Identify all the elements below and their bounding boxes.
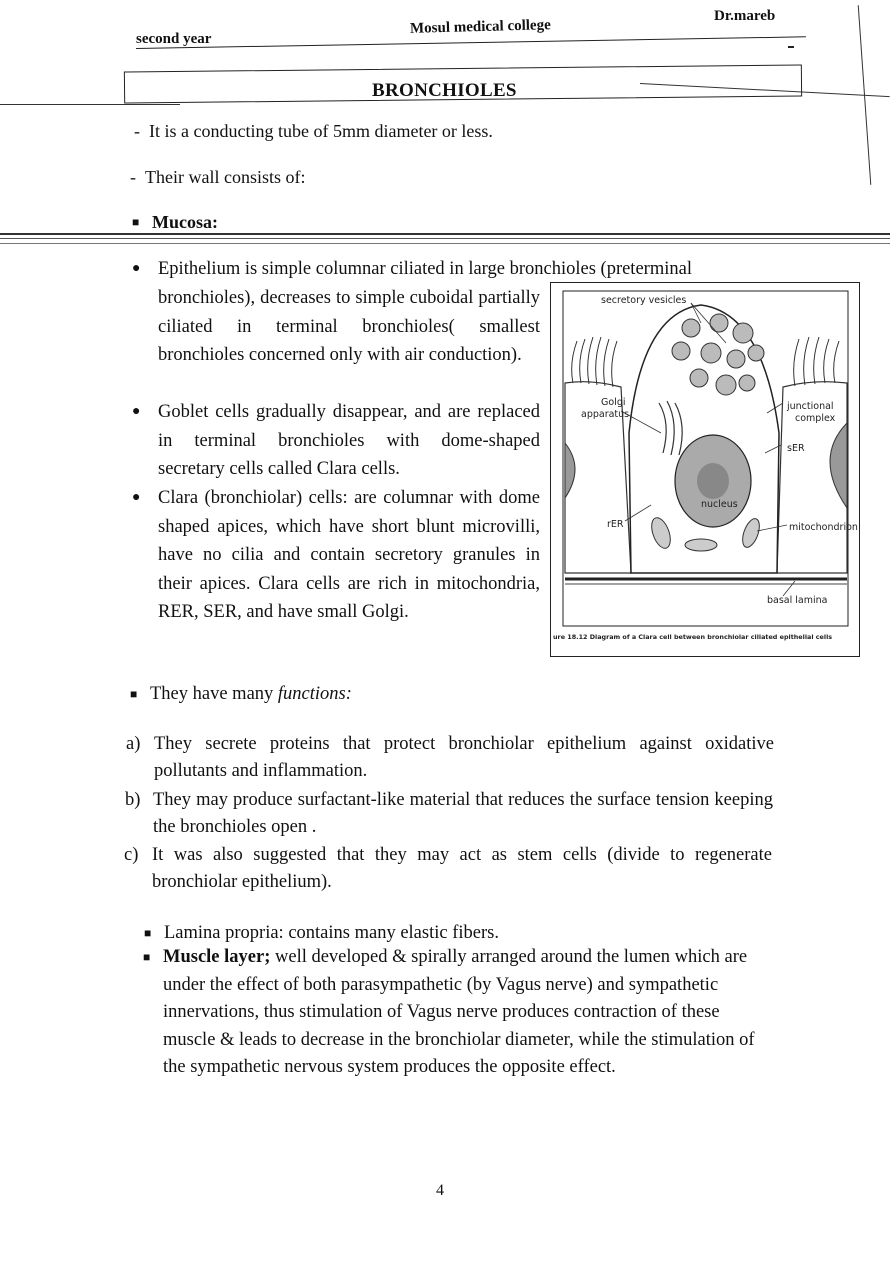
golgi-label-2: apparatus	[581, 409, 630, 420]
left-cilia	[572, 337, 617, 387]
mucosa-rule-3	[0, 243, 890, 244]
muscle-bold: Muscle layer;	[163, 947, 271, 967]
functions-word: functions:	[277, 684, 352, 704]
header-right: Dr.mareb	[714, 8, 776, 24]
junctional-label-2: complex	[795, 413, 836, 424]
bullet: ●	[132, 261, 141, 276]
intro-line-1	[134, 117, 834, 145]
clara-text: Clara (bronchiolar) cells: are columnar with dome shaped apices, which have short blunt microvilli, have no cilia and contain secretory granules in their apices. Clara cells are rich in mitochondria, RER, SER, and have small Golgi.	[158, 488, 540, 622]
function-c-marker: c)	[124, 845, 139, 865]
header-rule	[136, 36, 806, 49]
intro-line-2	[130, 163, 305, 191]
epithelium-first-line: Epithelium is simple columnar ciliated in large bronchioles (preterminal	[158, 259, 692, 279]
bullet: ●	[132, 490, 141, 505]
dash-marker: -	[134, 121, 149, 141]
header-dash	[788, 46, 794, 48]
page-number: 4	[436, 1182, 444, 1199]
basal-lamina-label: basal lamina	[767, 595, 828, 606]
function-b-marker: b)	[125, 790, 141, 810]
square-bullet: ■	[144, 926, 152, 940]
muscle-layer	[143, 944, 771, 1082]
mucosa-heading-text: Mucosa:	[152, 212, 218, 232]
secretory-vesicles-label: secretory vesicles	[601, 295, 687, 306]
junctional-label-1: junctional	[787, 401, 834, 412]
nucleus-label: nucleus	[701, 499, 738, 510]
mitochondrion-label: mitochondrion	[789, 522, 858, 533]
functions-intro	[130, 680, 352, 709]
square-bullet: ■	[130, 687, 138, 701]
clara-cell-figure	[550, 282, 860, 657]
page-title: BRONCHIOLES	[372, 80, 517, 101]
mucosa-heading	[132, 208, 218, 236]
header-center: Mosul medical college	[409, 17, 551, 37]
clara-bullet	[132, 484, 540, 627]
functions-intro-text: They have many	[150, 684, 274, 704]
left-nucleus	[565, 443, 575, 498]
function-c-text: It was also suggested that they may act as stem cells (divide to regenerate bronchiolar epithelium).	[152, 845, 772, 892]
function-a-marker: a)	[126, 734, 141, 754]
ser-label: sER	[787, 443, 805, 454]
goblet-text: Goblet cells gradually disappear, and are replaced in terminal bronchioles with dome-shaped secretary cells called Clara cells.	[158, 402, 540, 479]
square-bullet: ■	[143, 950, 151, 964]
function-a	[126, 731, 774, 785]
right-nucleus	[830, 423, 847, 508]
lamina-text: Lamina propria: contains many elastic fibers.	[164, 923, 499, 943]
goblet-bullet	[132, 398, 540, 484]
nucleolus	[697, 463, 729, 499]
clara-cell-diagram	[551, 283, 858, 655]
epithelium-line-1	[132, 255, 858, 284]
right-cilia	[794, 337, 839, 386]
function-b	[125, 787, 773, 841]
dash-marker: -	[130, 167, 145, 187]
rer-label: rER	[607, 519, 624, 530]
golgi-label-1: Golgi	[601, 397, 626, 408]
square-bullet: ■	[132, 215, 140, 229]
intro-text-1: It is a conducting tube of 5mm diameter or less.	[149, 121, 493, 141]
figure-caption: ure 18.12 Diagram of a Clara cell between bronchiolar ciliated epithelial cells	[553, 633, 833, 641]
function-b-text: They may produce surfactant-like material that reduces the surface tension keeping the bronchioles open .	[153, 790, 773, 837]
muscle-text: well developed & spirally arranged around the lumen which are under the effect of both parasympathetic (by Vagus nerve) and sympathetic innervations, thus stimulation of Vagus nerve produces contraction of these muscle & leads to decrease in the bronchiolar diameter, while the stimulation of the sympathetic nervous system produces the opposite effect.	[163, 947, 755, 1077]
secretory-granules	[672, 314, 764, 395]
intro-text-2: Their wall consists of:	[145, 167, 306, 187]
function-c	[124, 842, 772, 896]
header-left: second year	[136, 31, 212, 47]
bullet: ●	[132, 404, 141, 419]
golgi-apparatus	[659, 401, 682, 455]
function-a-text: They secrete proteins that protect bronchiolar epithelium against oxidative pollutants and inflammation.	[154, 734, 774, 781]
title-underline	[0, 104, 180, 105]
mucosa-rule-2	[0, 238, 890, 239]
mucosa-rule-1	[0, 233, 890, 235]
epithelium-rest: bronchioles), decreases to simple cuboidal partially ciliated in terminal bronchioles( smallest bronchioles concerned only with air conduction).	[158, 288, 540, 365]
